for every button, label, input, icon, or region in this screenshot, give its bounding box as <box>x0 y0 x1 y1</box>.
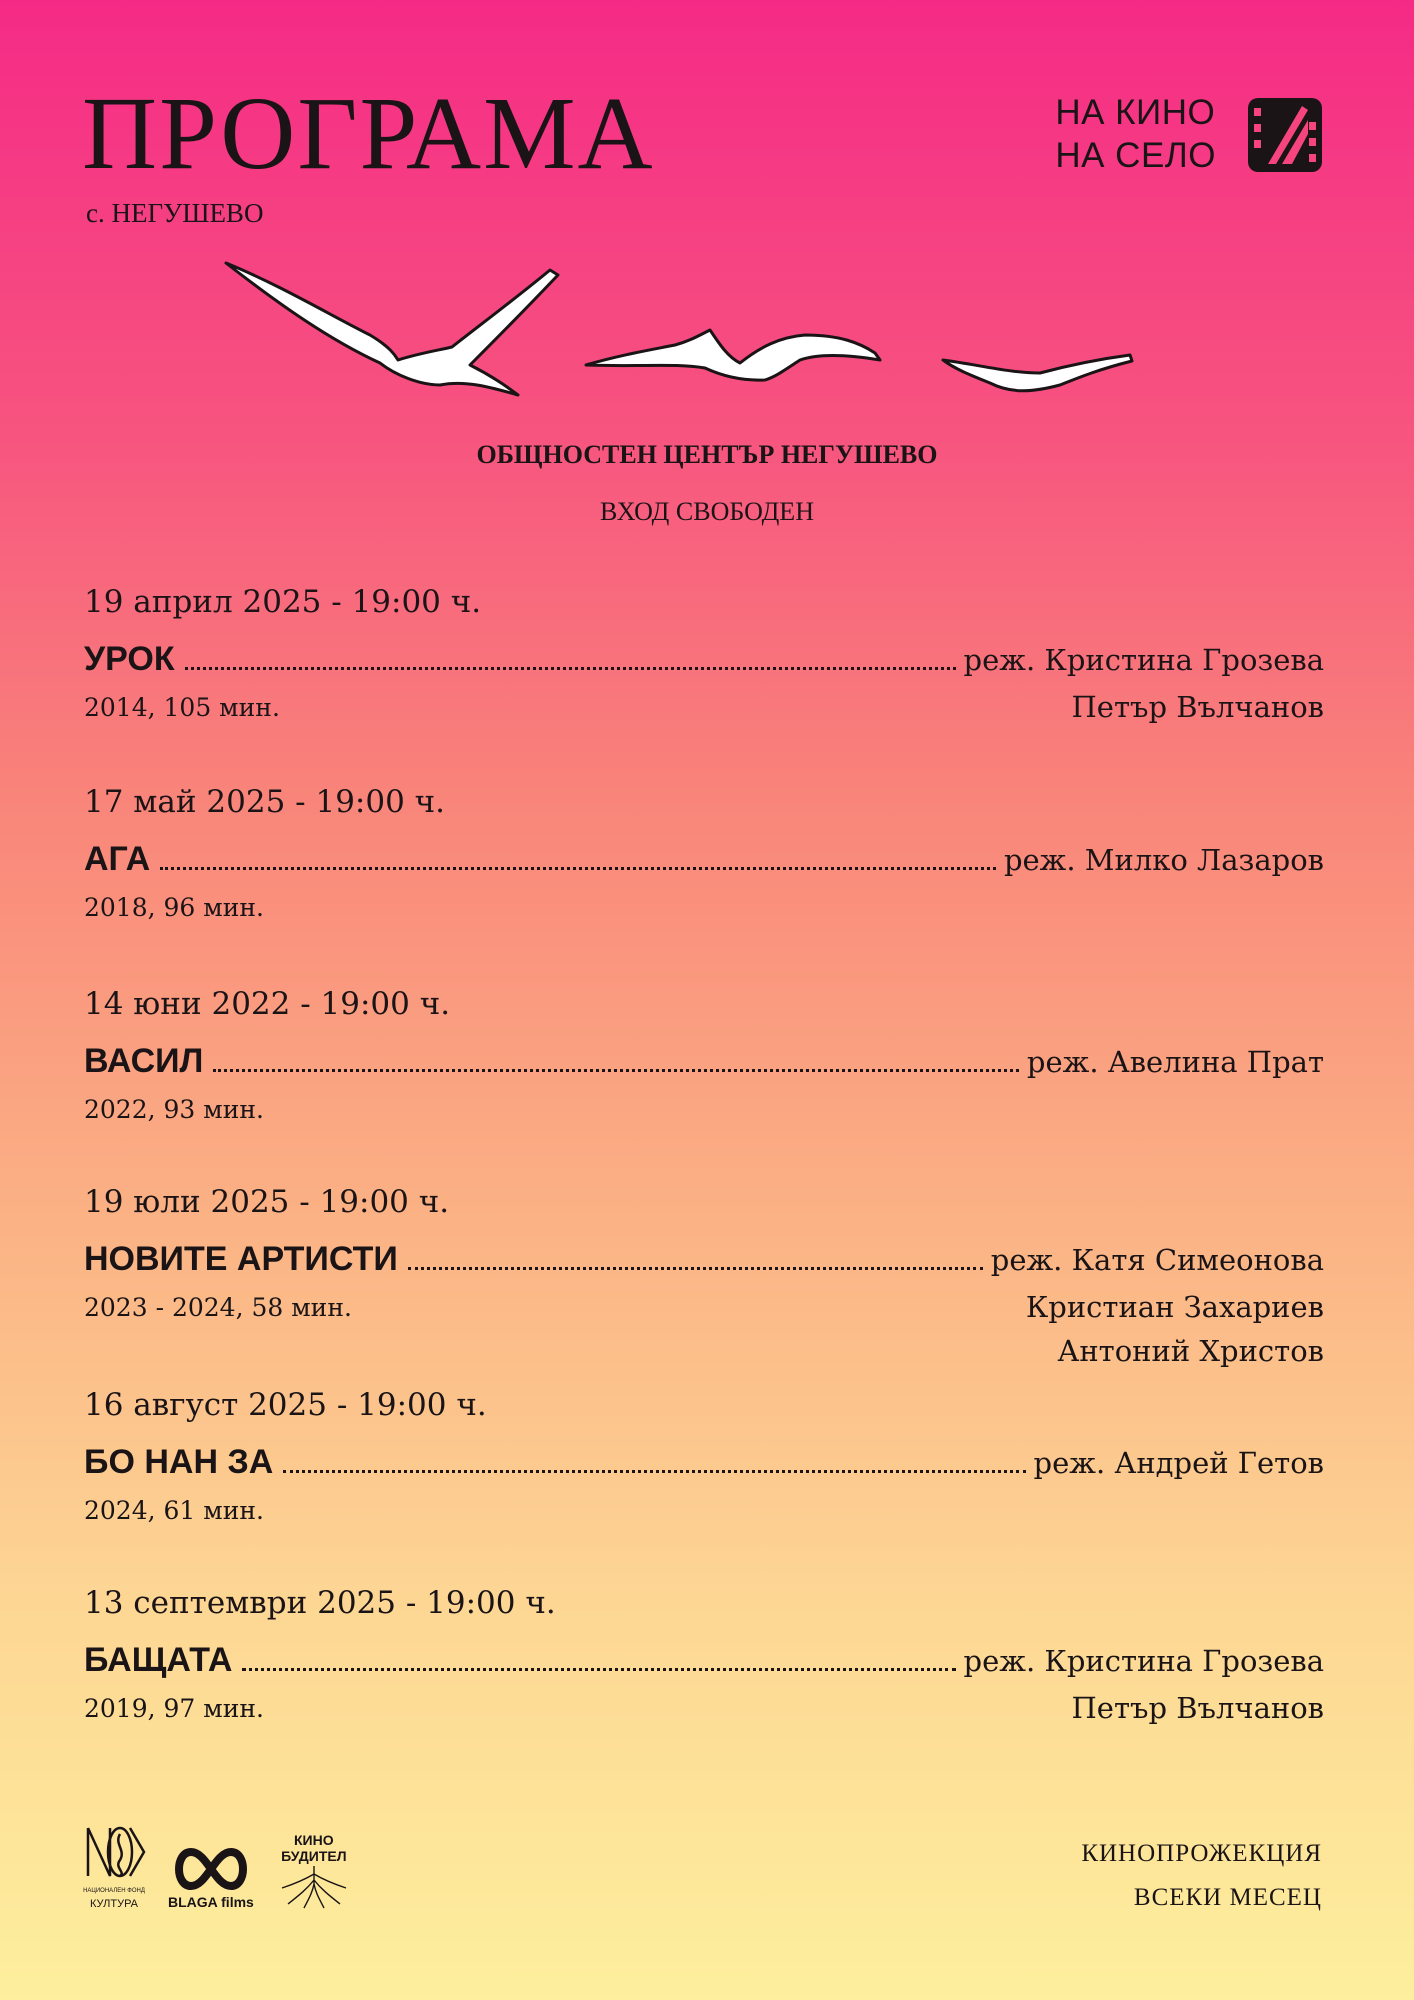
nfk-kultura-mark-icon <box>80 1820 148 1898</box>
dot-leader <box>185 667 956 670</box>
film-director: реж. Кристина Грозева <box>963 643 1324 677</box>
film-director: реж. Авелина Прат <box>1026 1045 1324 1079</box>
logo-label: BLAGA films <box>168 1894 254 1910</box>
co-directors <box>1072 1686 1325 1730</box>
nfk-kultura-logo <box>80 1820 148 1910</box>
co-director: Антоний Христов <box>1057 1334 1324 1368</box>
event-date: 16 август 2025 - 19:00 ч. <box>84 1387 487 1423</box>
event-date: 13 септември 2025 - 19:00 ч. <box>84 1585 556 1621</box>
flying-birds-illustration <box>220 235 1140 405</box>
event-date: 14 юни 2022 - 19:00 ч. <box>84 986 451 1022</box>
partner-logos <box>80 1820 354 1910</box>
footer-note <box>1081 1832 1322 1920</box>
logo-label: КИНО БУДИТЕЛ <box>281 1832 347 1864</box>
event-date: 19 април 2025 - 19:00 ч. <box>84 584 482 620</box>
footer-line-2: ВСЕКИ МЕСЕЦ <box>1133 1884 1322 1911</box>
film-strip-logo-icon <box>1246 96 1324 174</box>
film-title: БАЩАТА <box>84 1641 233 1679</box>
film-title: БО НАН ЗА <box>84 1443 274 1481</box>
kino-buditel-logo <box>274 1833 354 1910</box>
film-meta: 2022, 93 мин. <box>84 1095 264 1124</box>
brand-text <box>1055 92 1216 177</box>
event-item <box>84 1182 1324 1385</box>
event-item <box>84 582 1324 782</box>
svg-text:НАЦИОНАЛЕН ФОНД: НАЦИОНАЛЕН ФОНД <box>83 1888 145 1894</box>
co-directors <box>1072 685 1325 729</box>
page-title: ПРОГРАМА <box>82 76 655 191</box>
film-director: реж. Андрей Гетов <box>1033 1446 1324 1480</box>
roots-icon <box>274 1864 354 1910</box>
film-title: АГА <box>84 840 151 878</box>
brand-line-2: НА СЕЛО <box>1055 135 1216 175</box>
film-meta: 2014, 105 мин. <box>84 693 280 722</box>
co-director: Петър Вълчанов <box>1071 690 1324 724</box>
co-directors <box>1026 1285 1324 1373</box>
event-item <box>84 1385 1324 1583</box>
dot-leader <box>283 1470 1025 1473</box>
event-item <box>84 1583 1324 1743</box>
events-list <box>84 582 1324 1743</box>
logo-label: КУЛТУРА <box>89 1898 139 1910</box>
film-director: реж. Милко Лазаров <box>1003 843 1324 877</box>
film-meta: 2018, 96 мин. <box>84 893 264 922</box>
film-meta: 2024, 61 мин. <box>84 1496 264 1525</box>
dot-leader <box>213 1069 1019 1072</box>
film-director: реж. Катя Симеонова <box>990 1243 1324 1277</box>
film-title: УРОК <box>84 640 175 678</box>
footer-line-1: КИНОПРОЖЕКЦИЯ <box>1081 1840 1322 1867</box>
entry-note: ВХОД СВОБОДЕН <box>600 497 814 526</box>
village-name: с. НЕГУШЕВО <box>86 198 264 228</box>
film-title: НОВИТЕ АРТИСТИ <box>84 1240 398 1278</box>
event-date: 17 май 2025 - 19:00 ч. <box>84 784 446 820</box>
dot-leader <box>242 1668 955 1671</box>
film-title: ВАСИЛ <box>84 1042 204 1080</box>
venue-name: ОБЩНОСТЕН ЦЕНТЪР НЕГУШЕВО <box>476 440 938 469</box>
event-item <box>84 782 1324 984</box>
infinity-icon <box>171 1844 251 1894</box>
dot-leader <box>408 1267 983 1270</box>
film-meta: 2023 - 2024, 58 мин. <box>84 1293 352 1322</box>
event-item <box>84 984 1324 1182</box>
brand-line-1: НА КИНО <box>1055 93 1216 132</box>
event-date: 19 юли 2025 - 19:00 ч. <box>84 1184 450 1220</box>
co-director: Петър Вълчанов <box>1071 1691 1324 1725</box>
dot-leader <box>160 867 996 870</box>
film-meta: 2019, 97 мин. <box>84 1694 264 1723</box>
brand-block <box>1055 92 1324 177</box>
co-director: Кристиан Захариев <box>1025 1290 1324 1324</box>
blaga-films-logo <box>168 1844 254 1910</box>
film-director: реж. Кристина Грозева <box>963 1644 1324 1678</box>
